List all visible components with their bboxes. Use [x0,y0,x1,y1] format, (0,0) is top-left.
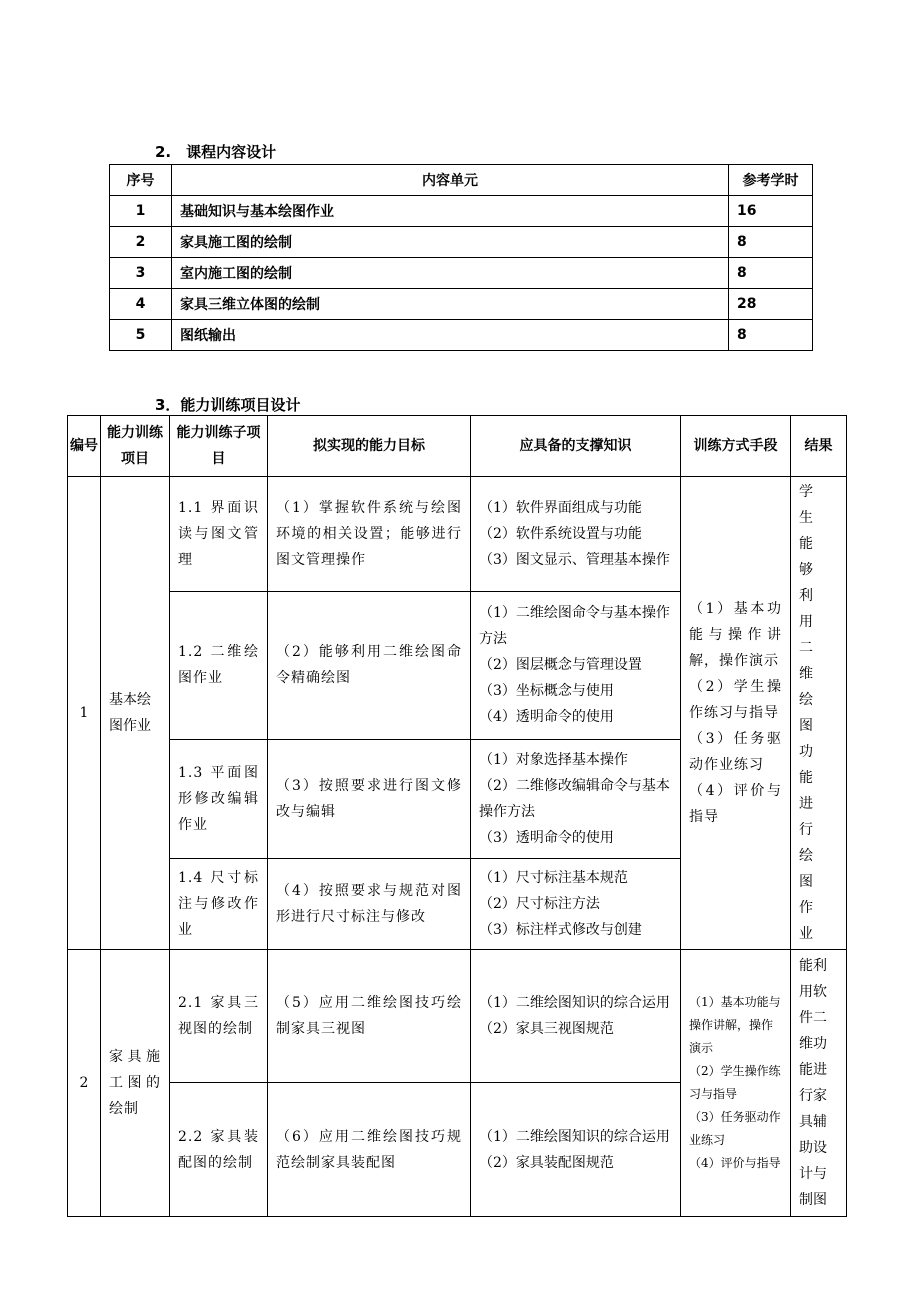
header-hours: 参考学时 [729,165,813,196]
knowledge-item: （1）尺寸标注基本规范 [479,870,628,887]
knowledge-cell [471,950,681,1083]
cell-hours: 28 [729,289,813,320]
header-sub: 能力训练子项目 [170,416,268,477]
table-row [68,950,847,1083]
method-item: （4）评价与指导 [689,783,782,825]
method-item: （2）学生操作练习与指导 [689,679,782,721]
knowledge-cell [471,477,681,592]
cell-unit: 家具三维立体图的绘制 [172,289,729,320]
project-no: 2 [68,950,101,1217]
header-unit: 内容单元 [172,165,729,196]
sub-project-name: 2.1 家具三视图的绘制 [170,950,268,1083]
knowledge-item: （2）图层概念与管理设置 [479,657,642,674]
method-item: （3）任务驱动作业练习 [689,1110,781,1147]
sub-project-name: 1.3 平面图形修改编辑作业 [170,739,268,858]
table-row [110,196,813,227]
cell-no: 4 [110,289,172,320]
knowledge-item: （2）软件系统设置与功能 [479,525,642,542]
header-knowledge: 应具备的支撑知识 [471,416,681,477]
table-row [68,477,847,592]
cell-no: 2 [110,227,172,258]
sub-project-name: 1.1 界面识读与图文管理 [170,477,268,592]
knowledge-item: （1）软件界面组成与功能 [479,499,642,516]
result-cell: 学生能够利用二维绘图功能进行绘图作业 [791,477,847,950]
ability-goal: （2）能够利用二维绘图命令精确绘图 [268,591,471,739]
cell-unit: 家具施工图的绘制 [172,227,729,258]
sub-project-name: 1.2 二维绘图作业 [170,591,268,739]
result-cell: 能利用软件二维功能进行家具辅助设计与制图 [791,950,847,1217]
knowledge-item: （3）图文显示、管理基本操作 [479,551,670,568]
table-row [110,320,813,351]
knowledge-item: （1）二维绘图命令与基本操作方法 [479,605,670,648]
cell-hours: 16 [729,196,813,227]
method-item: （4）评价与指导 [689,1156,781,1170]
course-content-table [109,164,813,351]
cell-no: 3 [110,258,172,289]
section2-heading: 2. 课程内容设计 [155,143,277,161]
ability-goal: （3）按照要求进行图文修改与编辑 [268,739,471,858]
header-goal: 拟实现的能力目标 [268,416,471,477]
knowledge-item: （1）二维绘图知识的综合运用 [479,1128,670,1145]
knowledge-item: （2）二维修改编辑命令与基本操作方法 [479,777,670,820]
method-item: （1）基本功能与操作讲解，操作演示 [689,601,782,669]
section3-heading: 3．能力训练项目设计 [155,396,301,414]
cell-hours: 8 [729,258,813,289]
project-name: 家具施工图的绘制 [101,950,170,1217]
header-project: 能力训练项目 [101,416,170,477]
knowledge-cell [471,859,681,950]
knowledge-item: （3）坐标概念与使用 [479,683,614,700]
cell-hours: 8 [729,320,813,351]
header-result: 结果 [791,416,847,477]
table-row [110,227,813,258]
cell-no: 5 [110,320,172,351]
method-item: （1）基本功能与操作讲解，操作演示 [689,995,781,1055]
training-project-table [67,415,847,1217]
knowledge-item: （2）家具装配图规范 [479,1154,614,1171]
method-item: （3）任务驱动作业练习 [689,731,782,773]
knowledge-cell [471,739,681,858]
cell-unit: 室内施工图的绘制 [172,258,729,289]
knowledge-cell [471,1083,681,1217]
header-no: 编号 [68,416,101,477]
sub-project-name: 1.4 尺寸标注与修改作业 [170,859,268,950]
ability-goal: （4）按照要求与规范对图形进行尺寸标注与修改 [268,859,471,950]
knowledge-item: （1）对象选择基本操作 [479,751,628,768]
training-method [681,950,791,1217]
cell-no: 1 [110,196,172,227]
project-name: 基本绘图作业 [101,477,170,950]
table-row [110,258,813,289]
knowledge-item: （3）透明命令的使用 [479,829,614,846]
knowledge-item: （2）尺寸标注方法 [479,896,600,913]
header-method: 训练方式手段 [681,416,791,477]
knowledge-item: （1）二维绘图知识的综合运用 [479,995,670,1011]
knowledge-item: （4）透明命令的使用 [479,709,614,726]
header-no: 序号 [110,165,172,196]
cell-unit: 基础知识与基本绘图作业 [172,196,729,227]
ability-goal: （6）应用二维绘图技巧规范绘制家具装配图 [268,1083,471,1217]
knowledge-item: （2）家具三视图规范 [479,1021,614,1037]
training-method [681,477,791,950]
cell-hours: 8 [729,227,813,258]
knowledge-item: （3）标注样式修改与创建 [479,922,642,939]
knowledge-cell [471,591,681,739]
table-header-row [68,416,847,477]
project-no: 1 [68,477,101,950]
ability-goal: （1）掌握软件系统与绘图环境的相关设置；能够进行图文管理操作 [268,477,471,592]
ability-goal: （5）应用二维绘图技巧绘制家具三视图 [268,950,471,1083]
method-item: （2）学生操作练习与指导 [689,1064,781,1101]
table-row [110,289,813,320]
sub-project-name: 2.2 家具装配图的绘制 [170,1083,268,1217]
table-header-row [110,165,813,196]
cell-unit: 图纸输出 [172,320,729,351]
